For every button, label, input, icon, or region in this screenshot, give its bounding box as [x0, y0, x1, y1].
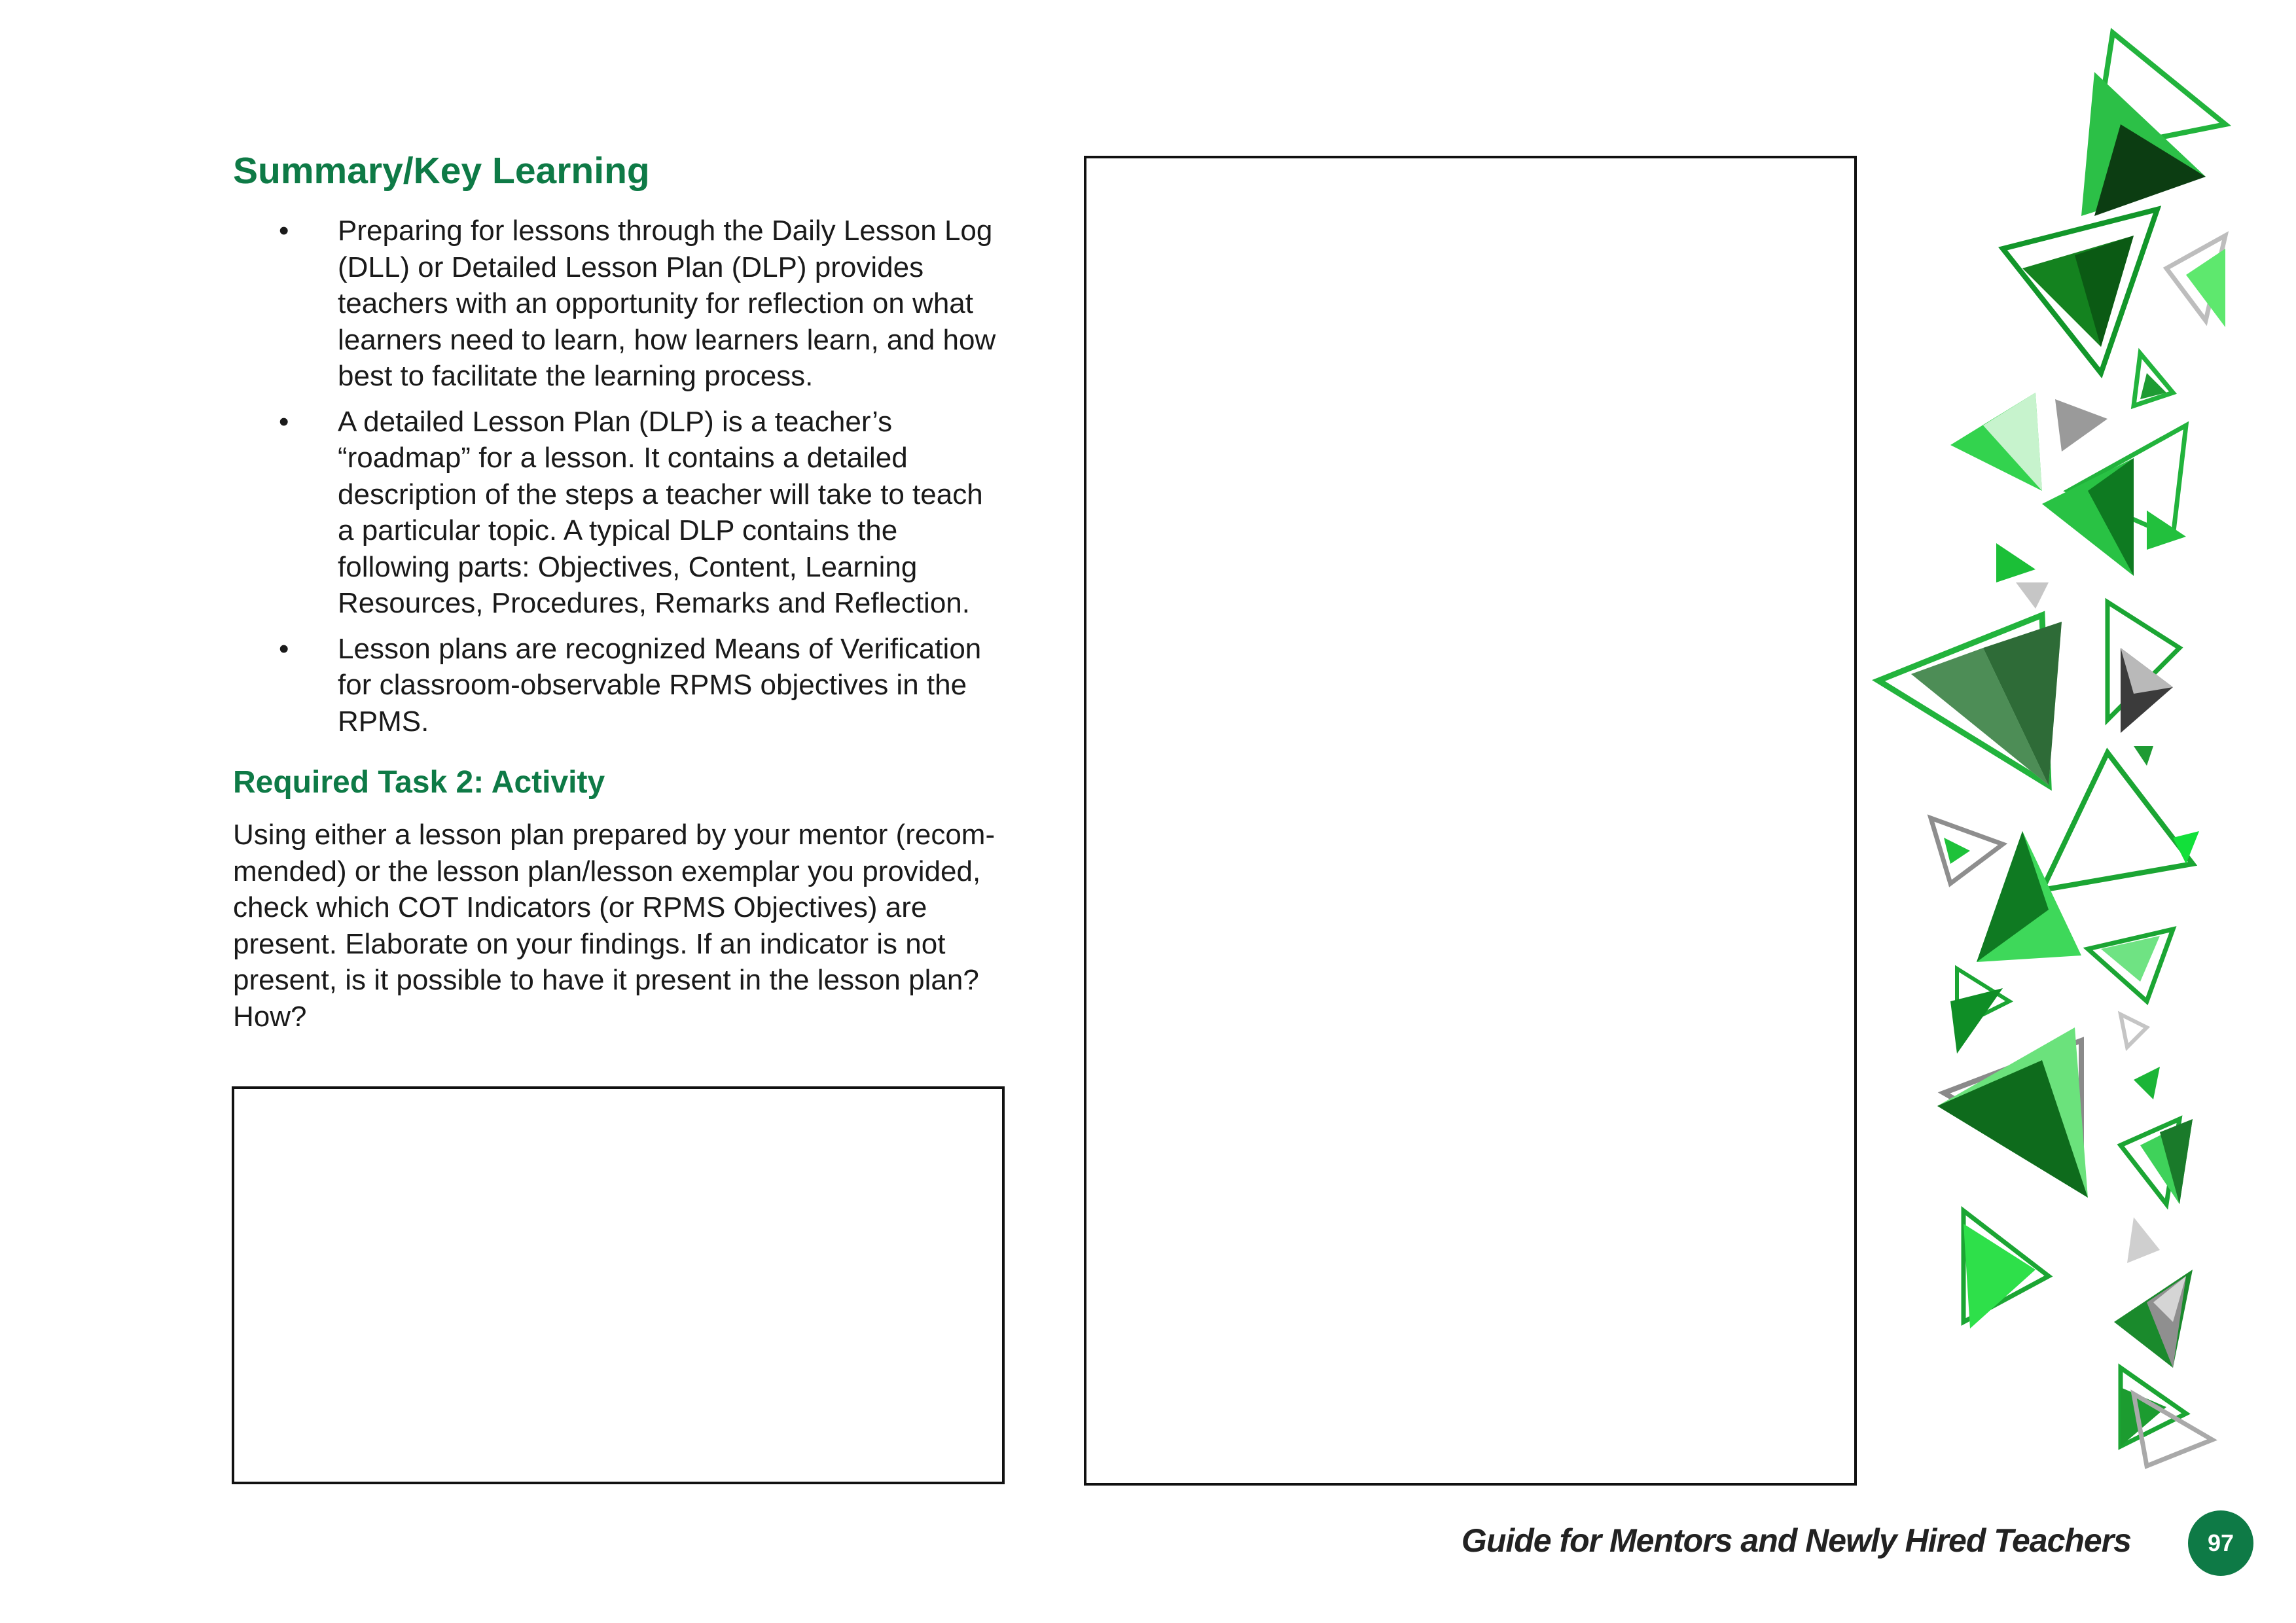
task-instructions: Using either a lesson plan prepared by your mentor (recom-mended) or the lesson plan/lesson exemplar you provided, check which COT Indicators (or RPMS Objectives) are present. Elaborate on your findings. If an indicator is not present, is it possible to have it present in the lesson plan? How?	[233, 819, 996, 1033]
summary-bullet-list	[233, 213, 1005, 740]
summary-bullet-item	[233, 404, 1005, 622]
bullet-icon: •	[279, 215, 289, 247]
triangle-shape	[2127, 1217, 2160, 1263]
bullet-icon: •	[279, 405, 289, 438]
answer-box-left[interactable]	[232, 1086, 1005, 1484]
task-heading: Required Task 2: Activity	[233, 765, 605, 800]
footer-title: Guide for Mentors and Newly Hired Teachers	[1461, 1522, 2131, 1559]
triangle-shape	[2134, 746, 2153, 766]
decorative-triangles	[1859, 20, 2296, 1525]
triangle-shape	[2134, 1067, 2160, 1099]
triangle-shape	[2147, 510, 2186, 550]
summary-bullet-text: Lesson plans are recognized Means of Verification for classroom-observable RPMS objectives in the RPMS.	[338, 632, 982, 738]
page-number-badge: 97	[2188, 1510, 2253, 1576]
triangle-shape	[1996, 543, 2036, 582]
summary-bullet-text: Preparing for lessons through the Daily Lesson Log (DLL) or Detailed Lesson Plan (DLP) provides teachers with an opportunity for reflection on what learners need to learn, how learners learn, and how best to facilitate the learning process.	[338, 215, 996, 392]
summary-heading: Summary/Key Learning	[233, 150, 650, 192]
summary-bullet-item	[233, 631, 1005, 740]
triangle-shape	[2016, 582, 2049, 609]
summary-bullet-text: A detailed Lesson Plan (DLP) is a teacher’s “roadmap” for a lesson. It contains a detailed description of the steps a teacher will take to teach a particular topic. A typical DLP contains the following parts: Objectives, Content, Learning Resources, Procedures, Remarks and Reflection.	[338, 405, 983, 619]
bullet-icon: •	[279, 632, 289, 665]
triangle-shape	[2055, 399, 2108, 452]
answer-box-right[interactable]	[1084, 156, 1857, 1486]
triangle-shape	[2042, 753, 2193, 890]
triangle-shape	[2121, 1014, 2147, 1047]
triangle-shape	[1944, 838, 1970, 864]
summary-bullet-item	[233, 213, 1005, 395]
left-column	[233, 147, 1005, 1035]
